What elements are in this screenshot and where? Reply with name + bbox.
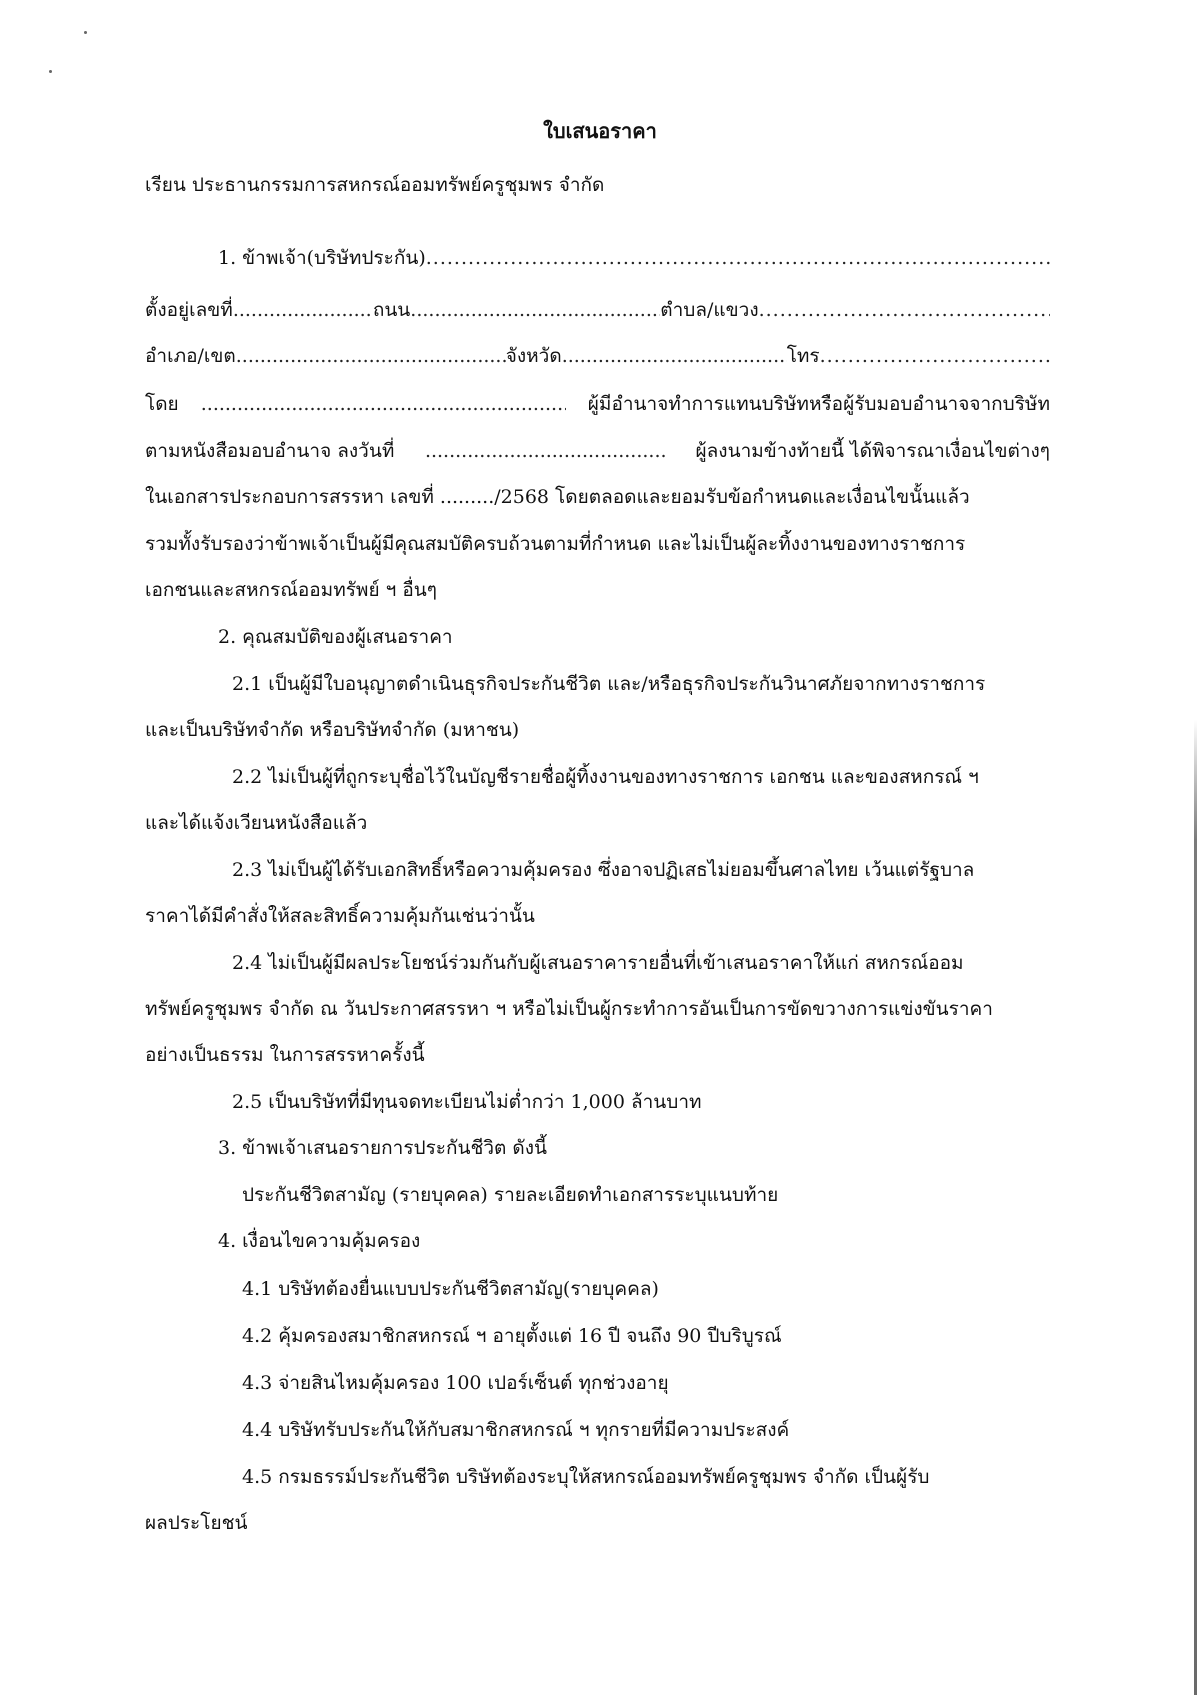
province-field[interactable]	[562, 343, 787, 369]
coverage-4-2: 4.2 คุ้มครองสมาชิกสหกรณ์ ฯ อายุตั้งแต่ 16 ปี จนถึง 90 ปีบริบูรณ์	[242, 1325, 782, 1347]
document-reference-line: ในเอกสารประกอบการสรรหา เลขที่ ........./2568 โดยตลอดและยอมรับข้อกำหนดและเงื่อนไขนั้นแล้ว	[145, 486, 970, 508]
address-number-field[interactable]	[233, 297, 373, 323]
section-3-heading: 3. ข้าพเจ้าเสนอรายการประกันชีวิต ดังนี้	[218, 1137, 548, 1159]
qualification-2-2-cont: และได้แจ้งเวียนหนังสือแล้ว	[145, 812, 368, 834]
road-field[interactable]	[410, 297, 660, 323]
document-title: ใบเสนอราคา	[543, 119, 657, 143]
qualification-2-1: 2.1 เป็นผู้มีใบอนุญาตดำเนินธุรกิจประกันชีวิต และ/หรือธุรกิจประกันวินาศภัยจากทางราชการ	[232, 673, 986, 695]
address-row	[145, 297, 1050, 323]
company-name-field[interactable]	[426, 245, 1050, 271]
scan-speck	[49, 70, 52, 73]
representative-field[interactable]	[201, 391, 566, 417]
coverage-4-4: 4.4 บริษัทรับประกันให้กับสมาชิกสหกรณ์ ฯ ทุกรายที่มีความประสงค์	[242, 1419, 790, 1441]
qualification-2-2: 2.2 ไม่เป็นผู้ที่ถูกระบุชื่อไว้ในบัญชีรายชื่อผู้ทิ้งงานของทางราชการ เอกชน และของสหกรณ์ ฯ	[232, 766, 979, 788]
salutation: เรียน ประธานกรรมการสหกรณ์ออมทรัพย์ครูชุมพร จำกัด	[145, 174, 605, 196]
subdistrict-field[interactable]	[759, 297, 1050, 323]
address-number-label: ตั้งอยู่เลขที่	[145, 299, 233, 321]
coverage-4-5: 4.5 กรมธรรม์ประกันชีวิต บริษัทต้องระบุให้สหกรณ์ออมทรัพย์ครูชุมพร จำกัด เป็นผู้รับ	[242, 1466, 930, 1488]
representative-suffix: ผู้มีอำนาจทำการแทนบริษัทหรือผู้รับมอบอำนาจจากบริษัท	[587, 393, 1050, 415]
district-field[interactable]	[236, 343, 506, 369]
poa-suffix: ผู้ลงนามข้างท้ายนี้ ได้พิจารณาเงื่อนไขต่างๆ	[695, 440, 1050, 462]
section-4-heading: 4. เงื่อนไขความคุ้มครอง	[218, 1230, 421, 1252]
poa-date-field[interactable]	[425, 438, 665, 464]
poa-date-label: ตามหนังสือมอบอำนาจ ลงวันที่	[145, 440, 395, 462]
province-label: จังหวัด	[505, 345, 562, 367]
representative-row	[145, 391, 1050, 417]
qualification-2-4-cont: ทรัพย์ครูชุมพร จำกัด ณ วันประกาศสรรหา ฯ หรือไม่เป็นผู้กระทำการอันเป็นการขัดขวางการแข่งขันราคา	[145, 998, 993, 1020]
qualification-2-4: 2.4 ไม่เป็นผู้มีผลประโยชน์ร่วมกันกับผู้เสนอราคารายอื่นที่เข้าเสนอราคาให้แก่ สหกรณ์ออม	[232, 952, 964, 974]
by-label: โดย	[145, 393, 179, 415]
subdistrict-label: ตำบล/แขวง	[660, 299, 759, 321]
certification-line-2: เอกชนและสหกรณ์ออมทรัพย์ ฯ อื่นๆ	[145, 579, 437, 601]
phone-field[interactable]	[820, 343, 1050, 369]
section-2-heading: 2. คุณสมบัติของผู้เสนอราคา	[218, 626, 453, 648]
scan-speck	[84, 31, 87, 34]
qualification-2-4-cont-2: อย่างเป็นธรรม ในการสรรหาครั้งนี้	[145, 1044, 425, 1066]
coverage-4-3: 4.3 จ่ายสินไหมคุ้มครอง 100 เปอร์เซ็นต์ ทุกช่วงอายุ	[242, 1372, 669, 1394]
coverage-4-5-cont: ผลประโยชน์	[145, 1512, 248, 1534]
coverage-4-1: 4.1 บริษัทต้องยื่นแบบประกันชีวิตสามัญ(รายบุคคล)	[242, 1278, 659, 1300]
certification-line: รวมทั้งรับรองว่าข้าพเจ้าเป็นผู้มีคุณสมบัติครบถ้วนตามที่กำหนด และไม่เป็นผู้ละทิ้งงานของทางราชการ	[145, 533, 966, 555]
qualification-2-3-cont: ราคาได้มีคำสั่งให้สละสิทธิ์ความคุ้มกันเช่นว่านั้น	[145, 905, 535, 927]
qualification-2-5: 2.5 เป็นบริษัทที่มีทุนจดทะเบียนไม่ต่ำกว่า 1,000 ล้านบาท	[232, 1091, 702, 1113]
phone-label: โทร	[786, 345, 820, 367]
power-of-attorney-row	[145, 438, 1050, 464]
company-name-label: 1. ข้าพเจ้า(บริษัทประกัน)	[218, 247, 426, 269]
scan-page-edge	[1194, 720, 1197, 1695]
district-label: อำเภอ/เขต	[145, 345, 236, 367]
qualification-2-1-cont: และเป็นบริษัทจำกัด หรือบริษัทจำกัด (มหาชน)	[145, 719, 520, 741]
company-name-row	[218, 245, 1050, 271]
road-label: ถนน	[372, 299, 411, 321]
section-3-detail: ประกันชีวิตสามัญ (รายบุคคล) รายละเอียดทำเอกสารระบุแนบท้าย	[242, 1184, 779, 1206]
qualification-2-3: 2.3 ไม่เป็นผู้ได้รับเอกสิทธิ์หรือความคุ้มครอง ซึ่งอาจปฏิเสธไม่ยอมขึ้นศาลไทย เว้นแต่รัฐบาล	[232, 859, 975, 881]
district-row	[145, 343, 1050, 369]
